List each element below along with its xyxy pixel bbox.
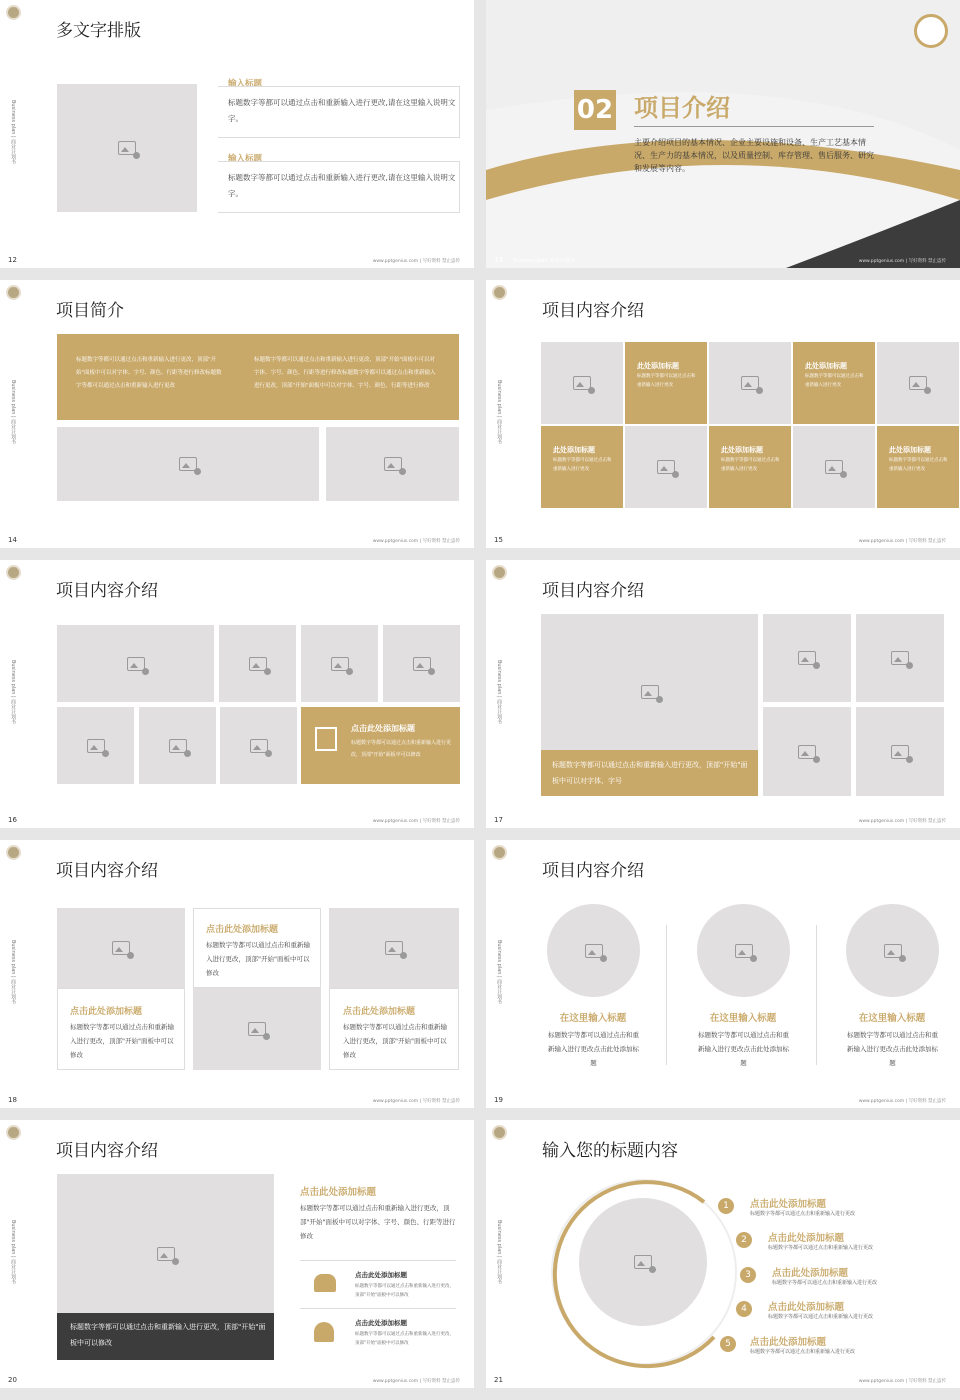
image-icon xyxy=(641,685,659,699)
item-title: 点击此处添加标题 xyxy=(750,1337,827,1348)
logo-icon xyxy=(6,1125,21,1140)
slide-title: 输入您的标题内容 xyxy=(542,1141,678,1161)
page-number: 18 xyxy=(8,1096,17,1104)
image-icon xyxy=(250,739,268,753)
side-label: Business plan | 商业计划书 xyxy=(496,940,502,1005)
footer-url: www.pptgenius.com | 写好资料 禁止盗传 xyxy=(372,539,460,544)
footer-url: www.pptgenius.com | 写好资料 禁止盗传 xyxy=(858,259,946,264)
item-title: 输入标题 xyxy=(228,79,263,89)
seal-icon xyxy=(914,14,948,48)
image-placeholder[interactable] xyxy=(763,707,851,796)
image-icon xyxy=(657,460,675,474)
sub-title: 点击此处添加标题 xyxy=(355,1319,407,1327)
image-placeholder[interactable] xyxy=(856,707,944,796)
slide-14[interactable] xyxy=(0,280,474,548)
item-desc: 标题数字等都可以通过点击和重新输入进行更改 xyxy=(768,1314,874,1320)
divider xyxy=(816,925,817,1065)
footer-url: www.pptgenius.com | 写好资料 禁止盗传 xyxy=(858,819,946,824)
side-label: Business plan | 商业计划书 xyxy=(10,1220,16,1285)
image-icon xyxy=(157,1247,175,1261)
slide-17[interactable] xyxy=(486,560,960,828)
number-badge: 4 xyxy=(736,1301,752,1317)
image-placeholder[interactable] xyxy=(326,427,459,501)
page-number: 13 Business plan 商业计划书 xyxy=(494,256,575,264)
card-desc: 标题数字等都可以通过点击和重新输入进行更改，顶部"开始"面板中可以修改 xyxy=(206,941,310,977)
page-number: 21 xyxy=(494,1376,503,1384)
item-desc: 标题数字等都可以通过点击和重新输入进行更改 xyxy=(750,1211,856,1217)
image-icon xyxy=(127,657,145,671)
item-title: 点击此处添加标题 xyxy=(750,1199,827,1210)
image-placeholder[interactable] xyxy=(579,1198,707,1326)
item-title: 在这里输入标题 xyxy=(709,1013,777,1024)
logo-icon xyxy=(6,285,21,300)
section-desc: 主要介绍项目的基本情况、企业主要设施和设备、生产工艺基本情况、生产力的基本情况，以及质量控制、库存管理、售后服务、研究和发展等内容。 xyxy=(634,138,874,173)
image-icon xyxy=(331,657,349,671)
info-cell: 此处添加标题 标题数字等都可以通过点击和重新输入进行更改 xyxy=(625,342,707,424)
slide-title: 项目内容介绍 xyxy=(56,581,158,601)
slide-18[interactable] xyxy=(0,840,474,1108)
image-placeholder[interactable] xyxy=(763,614,851,702)
card-title: 点击此处添加标题 xyxy=(206,925,279,935)
info-cell: 此处添加标题 标题数字等都可以通过点击和重新输入进行更改 xyxy=(709,426,791,508)
slide-title: 项目内容介绍 xyxy=(542,301,644,321)
slide-20[interactable] xyxy=(0,1120,474,1388)
image-placeholder[interactable] xyxy=(193,988,321,1070)
slide-21[interactable] xyxy=(486,1120,960,1388)
image-placeholder[interactable] xyxy=(57,625,214,702)
image-placeholder[interactable] xyxy=(57,427,319,501)
item-desc: 标题数字等都可以通过点击和重新输入进行更改 xyxy=(768,1245,874,1251)
group-icon xyxy=(314,1274,336,1292)
image-placeholder[interactable] xyxy=(547,904,640,997)
page-number: 19 xyxy=(494,1096,503,1104)
intro-col-2: 标题数字等都可以通过点击和重新输入进行更改，顶部"开始"面板中可以对字体、字号、颜色、行距等进行修改标题数字等都可以通过点击和重新输入进行更改，顶部"开始"面板中可以对字体、字号、颜色、行距等进行修改 xyxy=(254,357,436,389)
logo-icon xyxy=(492,845,507,860)
item-desc: 标题数字等都可以通过点击和重新输入进行更改 xyxy=(772,1280,878,1286)
side-label: Business plan | 商业计划书 xyxy=(10,940,16,1005)
number-badge: 5 xyxy=(720,1336,736,1352)
image-icon xyxy=(891,651,909,665)
item-desc: 标题数字等都可以通过点击和重新输入进行更改,请在这里输入说明文字。 xyxy=(228,173,456,198)
page-number: 16 xyxy=(8,816,17,824)
slide-19[interactable] xyxy=(486,840,960,1108)
logo-icon xyxy=(6,565,21,580)
side-label: Business plan | 商业计划书 xyxy=(10,660,16,725)
image-placeholder[interactable] xyxy=(846,904,939,997)
wave-background xyxy=(486,0,960,268)
caption-text: 标题数字等都可以通过点击和重新输入进行更改，顶部"开始"面板中可以对字体、字号 xyxy=(552,761,748,785)
intro-col-1: 标题数字等都可以通过点击和重新输入进行更改，顶部"开始"面板中可以对字体、字号、颜色、行距等进行修改标题数字等都可以通过点击和重新输入进行更改 xyxy=(76,357,222,389)
image-placeholder[interactable] xyxy=(856,614,944,702)
image-icon xyxy=(118,141,136,155)
sub-desc: 标题数字等都可以通过点击和重新输入进行更改，顶部"开始"面板中可以修改 xyxy=(355,1284,454,1298)
slide-title: 多文字排版 xyxy=(56,21,141,41)
image-icon xyxy=(384,457,402,471)
image-placeholder[interactable] xyxy=(57,707,134,784)
section-badge: 02 xyxy=(574,90,616,130)
image-icon xyxy=(884,944,902,958)
side-label: Business plan | 商业计划书 xyxy=(496,1220,502,1285)
info-cell: 此处添加标题 标题数字等都可以通过点击和重新输入进行更改 xyxy=(541,426,623,508)
image-placeholder[interactable] xyxy=(329,908,459,988)
logo-icon xyxy=(6,845,21,860)
image-placeholder[interactable] xyxy=(383,625,460,702)
image-placeholder[interactable] xyxy=(541,342,623,424)
item-title: 点击此处添加标题 xyxy=(768,1233,845,1244)
image-icon xyxy=(634,1255,652,1269)
page-number: 17 xyxy=(494,816,503,824)
footer-url: www.pptgenius.com | 写好资料 禁止盗传 xyxy=(372,819,460,824)
image-icon xyxy=(87,739,105,753)
sub-title: 点击此处添加标题 xyxy=(355,1271,407,1279)
slide-13[interactable] xyxy=(486,0,960,268)
section-title: 项目介绍 xyxy=(634,94,730,122)
image-placeholder[interactable] xyxy=(139,707,216,784)
item-title: 在这里输入标题 xyxy=(559,1013,627,1024)
page-number: 15 xyxy=(494,536,503,544)
logo-icon xyxy=(6,5,21,20)
slide-title: 项目内容介绍 xyxy=(56,861,158,881)
item-desc: 标题数字等都可以通过点击和重新输入进行更改 xyxy=(750,1349,856,1355)
slide-12[interactable] xyxy=(0,0,474,268)
divider xyxy=(300,1260,456,1261)
side-label: Business plan | 商业计划书 xyxy=(10,100,16,165)
image-icon xyxy=(825,460,843,474)
slide-15[interactable] xyxy=(486,280,960,548)
image-icon xyxy=(573,376,591,390)
feature-card xyxy=(301,707,460,784)
page-number: 12 xyxy=(8,256,17,264)
main-desc: 标题数字等都可以通过点击和重新输入进行更改，顶部"开始"面板中可以对字体、字号、颜色、行距等进行修改 xyxy=(300,1204,456,1240)
page-number: 14 xyxy=(8,536,17,544)
image-icon xyxy=(169,739,187,753)
number-badge: 2 xyxy=(736,1232,752,1248)
divider xyxy=(300,1308,456,1309)
footer-url: www.pptgenius.com | 写好资料 禁止盗传 xyxy=(372,1379,460,1384)
image-icon xyxy=(735,944,753,958)
main-title: 点击此处添加标题 xyxy=(300,1187,377,1198)
item-title: 点击此处添加标题 xyxy=(772,1268,849,1279)
item-desc: 标题数字等都可以通过点击和重新输入进行更改,请在这里输入说明文字。 xyxy=(228,98,456,123)
image-icon xyxy=(909,376,927,390)
image-placeholder[interactable] xyxy=(220,707,297,784)
slide-16[interactable] xyxy=(0,560,474,828)
image-icon xyxy=(891,745,909,759)
item-title: 输入标题 xyxy=(228,154,263,164)
footer-url: www.pptgenius.com | 写好资料 禁止盗传 xyxy=(858,539,946,544)
number-badge: 1 xyxy=(718,1198,734,1214)
user-icon xyxy=(314,1322,334,1342)
image-icon xyxy=(741,376,759,390)
footer-url: www.pptgenius.com | 写好资料 禁止盗传 xyxy=(858,1099,946,1104)
image-icon xyxy=(585,944,603,958)
image-placeholder[interactable] xyxy=(709,342,791,424)
caption-text: 标题数字等都可以通过点击和重新输入进行更改，顶部"开始"面板中可以修改 xyxy=(70,1323,266,1347)
logo-icon xyxy=(492,285,507,300)
card-desc: 标题数字等都可以通过点击和重新输入进行更改，顶部"开始"面板中可以修改 xyxy=(343,1023,447,1059)
card-title: 点击此处添加标题 xyxy=(70,1007,143,1017)
info-cell: 此处添加标题 标题数字等都可以通过点击和重新输入进行更改 xyxy=(877,426,959,508)
slide-title: 项目内容介绍 xyxy=(56,1141,158,1161)
image-placeholder[interactable] xyxy=(697,904,790,997)
footer-url: www.pptgenius.com | 写好资料 禁止盗传 xyxy=(372,1099,460,1104)
info-cell: 此处添加标题 标题数字等都可以通过点击和重新输入进行更改 xyxy=(793,342,875,424)
image-placeholder[interactable] xyxy=(793,426,875,508)
image-icon xyxy=(179,457,197,471)
image-placeholder[interactable] xyxy=(877,342,959,424)
image-icon xyxy=(249,657,267,671)
building-icon xyxy=(315,727,337,751)
side-label: Business plan | 商业计划书 xyxy=(496,660,502,725)
card-desc: 标题数字等都可以通过点击和重新输入进行更改，顶部"开始"面板中可以修改 xyxy=(70,1023,174,1059)
title-underline xyxy=(634,126,874,127)
number-badge: 3 xyxy=(740,1267,756,1283)
item-title: 点击此处添加标题 xyxy=(768,1302,845,1313)
image-icon xyxy=(413,657,431,671)
sub-desc: 标题数字等都可以通过点击和重新输入进行更改，顶部"开始"面板中可以修改 xyxy=(355,1332,454,1346)
image-icon xyxy=(798,651,816,665)
slide-title: 项目内容介绍 xyxy=(542,861,644,881)
card-desc: 标题数字等都可以通过点击和重新输入进行更改，顶部"开始"面板中可以修改 xyxy=(351,740,452,758)
footer-url: www.pptgenius.com | 写好资料 禁止盗传 xyxy=(372,259,460,264)
slide-title: 项目内容介绍 xyxy=(542,581,644,601)
logo-icon xyxy=(492,565,507,580)
image-icon xyxy=(248,1022,266,1036)
image-placeholder[interactable] xyxy=(301,625,378,702)
image-icon xyxy=(798,745,816,759)
item-desc: 标题数字等都可以通过点击和重新输入进行更改点击此处添加标题 xyxy=(847,1031,938,1067)
item-desc: 标题数字等都可以通过点击和重新输入进行更改点击此处添加标题 xyxy=(548,1031,639,1067)
image-placeholder[interactable] xyxy=(625,426,707,508)
slide-title: 项目简介 xyxy=(56,301,124,321)
image-placeholder[interactable] xyxy=(57,84,197,212)
item-desc: 标题数字等都可以通过点击和重新输入进行更改点击此处添加标题 xyxy=(698,1031,789,1067)
logo-icon xyxy=(492,1125,507,1140)
divider xyxy=(666,925,667,1065)
side-label: Business plan | 商业计划书 xyxy=(496,380,502,445)
card-title: 点击此处添加标题 xyxy=(343,1007,416,1017)
image-placeholder[interactable] xyxy=(219,625,296,702)
image-icon xyxy=(112,941,130,955)
image-icon xyxy=(385,941,403,955)
item-title: 在这里输入标题 xyxy=(858,1013,926,1024)
image-placeholder[interactable] xyxy=(57,908,185,988)
side-label: Business plan | 商业计划书 xyxy=(10,380,16,445)
card-title: 点击此处添加标题 xyxy=(351,724,415,733)
footer-url: www.pptgenius.com | 写好资料 禁止盗传 xyxy=(858,1379,946,1384)
page-number: 20 xyxy=(8,1376,17,1384)
